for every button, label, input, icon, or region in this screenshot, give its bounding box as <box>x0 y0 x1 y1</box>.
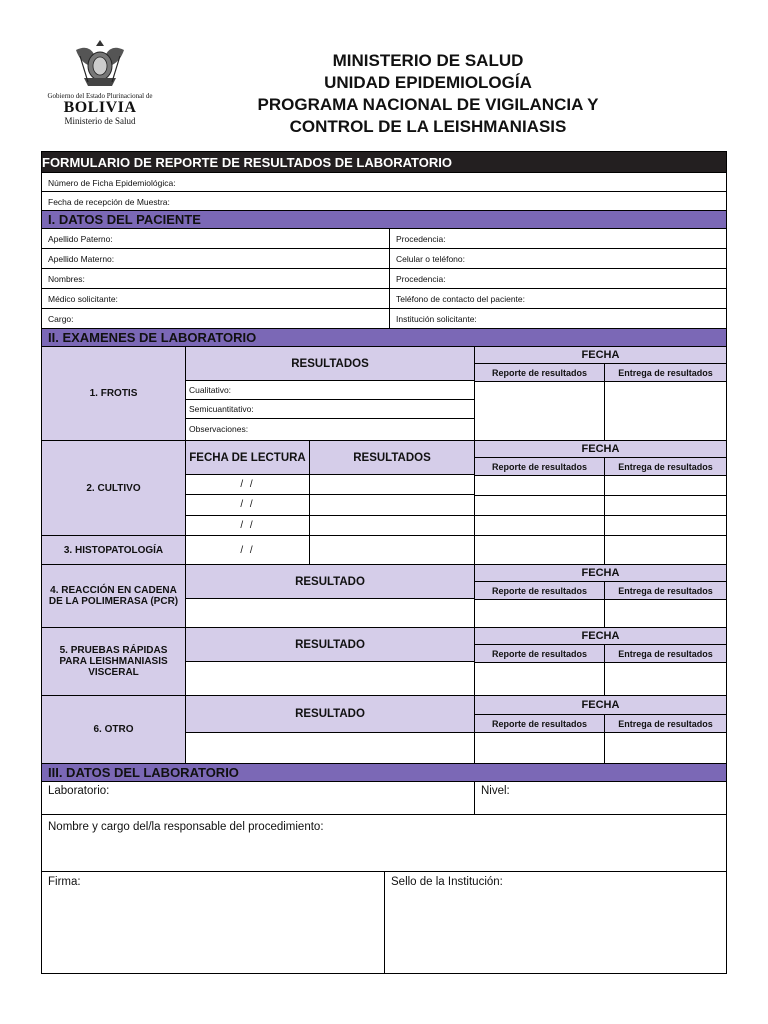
ministry-logo <box>38 36 162 136</box>
exam-frotis <box>42 347 726 441</box>
cultivo-result-1[interactable] <box>310 475 474 495</box>
rapidas-result-cell[interactable] <box>186 662 474 695</box>
document-titles <box>213 50 643 138</box>
otro-fecha-header: FECHA <box>475 696 726 715</box>
cultivo-result-2[interactable] <box>310 495 474 515</box>
section-lab-exams: II. EXAMENES DE LABORATORIO <box>42 329 726 347</box>
cultivo-entrega-2[interactable] <box>605 496 726 515</box>
coat-of-arms-icon <box>70 36 130 90</box>
cultivo-entrega-3[interactable] <box>605 516 726 535</box>
cultivo-entrega-1[interactable] <box>605 476 726 495</box>
cultivo-reporte-3[interactable] <box>475 516 605 535</box>
pcr-fecha-header: FECHA <box>475 565 726 582</box>
exam-otro-label: 6. OTRO <box>42 696 186 763</box>
exam-cultivo <box>42 441 726 536</box>
pcr-entrega-header: Entrega de resultados <box>618 585 713 596</box>
field-nivel[interactable]: Nivel: <box>481 785 510 797</box>
frotis-entrega-header: Entrega de resultados <box>618 367 713 378</box>
form-title: FORMULARIO DE REPORTE DE RESULTADOS DE LABORATORIO <box>42 152 726 173</box>
exam-frotis-label: 1. FROTIS <box>42 347 186 440</box>
title-line-1: MINISTERIO DE SALUD <box>332 51 524 70</box>
frotis-semicuantitativo[interactable]: Semicuantitativo: <box>186 400 474 419</box>
cultivo-fecha-lectura-header: FECHA DE LECTURA <box>186 441 309 475</box>
histo-entrega[interactable] <box>605 536 726 564</box>
otro-result-cell[interactable] <box>186 733 474 763</box>
field-medico[interactable]: Médico solicitante: <box>42 289 390 308</box>
field-cargo[interactable]: Cargo: <box>42 309 390 328</box>
field-sample-reception-date[interactable]: Fecha de recepción de Muestra: <box>48 196 170 207</box>
frotis-cualitativo[interactable]: Cualitativo: <box>186 381 474 400</box>
lab-report-form <box>41 151 727 974</box>
pcr-reporte-cell[interactable] <box>475 600 605 627</box>
cultivo-date-2[interactable]: / / <box>186 495 309 515</box>
field-sello[interactable]: Sello de la Institución: <box>391 876 503 888</box>
title-line-3: PROGRAMA NACIONAL DE VIGILANCIA Y <box>257 95 599 114</box>
logo-country-text: BOLIVIA <box>63 99 137 116</box>
rapidas-reporte-header: Reporte de resultados <box>475 645 605 662</box>
section-patient-data: I. DATOS DEL PACIENTE <box>42 211 726 229</box>
otro-reporte-header: Reporte de resultados <box>475 715 605 732</box>
otro-result-header: RESULTADO <box>186 696 474 733</box>
exam-pcr-label: 4. REACCIÓN EN CADENA DE LA POLIMERASA (PCR) <box>42 565 186 627</box>
cultivo-results-header: RESULTADOS <box>310 441 474 475</box>
pcr-result-header: RESULTADO <box>186 565 474 599</box>
histo-result[interactable] <box>310 536 475 564</box>
otro-reporte-cell[interactable] <box>475 733 605 763</box>
field-telefono-paciente[interactable]: Teléfono de contacto del paciente: <box>396 293 526 304</box>
cultivo-reporte-2[interactable] <box>475 496 605 515</box>
exam-pruebas-rapidas <box>42 628 726 696</box>
cultivo-reporte-1[interactable] <box>475 476 605 495</box>
pcr-reporte-header: Reporte de resultados <box>475 582 605 599</box>
logo-government-text: Gobierno del Estado Plurinacional de <box>47 92 153 100</box>
field-institucion[interactable]: Institución solicitante: <box>396 313 477 324</box>
exam-histopatologia <box>42 536 726 565</box>
exam-histo-label: 3. HISTOPATOLOGÍA <box>42 536 186 564</box>
rapidas-result-header: RESULTADO <box>186 628 474 662</box>
cultivo-date-1[interactable]: / / <box>186 475 309 495</box>
frotis-results-header: RESULTADOS <box>186 347 474 381</box>
rapidas-entrega-cell[interactable] <box>605 663 726 695</box>
field-nombres[interactable]: Nombres: <box>42 269 390 288</box>
field-firma[interactable]: Firma: <box>42 872 385 973</box>
field-procedencia-1[interactable]: Procedencia: <box>396 233 446 244</box>
frotis-entrega-cell[interactable] <box>605 382 726 440</box>
frotis-observaciones[interactable]: Observaciones: <box>189 424 249 434</box>
field-celular[interactable]: Celular o teléfono: <box>396 253 465 264</box>
field-apellido-paterno[interactable]: Apellido Paterno: <box>42 229 390 248</box>
histo-date[interactable]: / / <box>186 536 310 564</box>
exam-cultivo-label: 2. CULTIVO <box>42 441 186 535</box>
field-apellido-materno[interactable]: Apellido Materno: <box>42 249 390 268</box>
field-procedencia-2[interactable]: Procedencia: <box>396 273 446 284</box>
otro-entrega-cell[interactable] <box>605 733 726 763</box>
exam-otro <box>42 696 726 764</box>
field-laboratorio[interactable]: Laboratorio: <box>42 782 475 815</box>
title-line-4: CONTROL DE LA LEISHMANIASIS <box>289 117 567 136</box>
exam-rapidas-label: 5. PRUEBAS RÁPIDAS PARA LEISHMANIASIS VISCERAL <box>42 628 186 695</box>
frotis-fecha-header: FECHA <box>475 347 726 364</box>
histo-reporte[interactable] <box>475 536 605 564</box>
pcr-result-cell[interactable] <box>186 599 474 627</box>
rapidas-entrega-header: Entrega de resultados <box>618 648 713 659</box>
cultivo-fecha-header: FECHA <box>475 441 726 458</box>
logo-ministry-text: Ministerio de Salud <box>64 116 136 126</box>
frotis-reporte-header: Reporte de resultados <box>475 364 605 381</box>
header <box>38 36 728 146</box>
section-lab-data: III. DATOS DEL LABORATORIO <box>42 764 726 782</box>
frotis-reporte-cell[interactable] <box>475 382 605 440</box>
rapidas-reporte-cell[interactable] <box>475 663 605 695</box>
field-ficha-number[interactable]: Número de Ficha Epidemiológica: <box>48 177 176 188</box>
rapidas-fecha-header: FECHA <box>475 628 726 645</box>
exam-pcr <box>42 565 726 628</box>
cultivo-result-3[interactable] <box>310 516 474 535</box>
cultivo-entrega-header: Entrega de resultados <box>618 461 713 472</box>
field-responsable[interactable]: Nombre y cargo del/la responsable del procedimiento: <box>48 821 324 833</box>
cultivo-reporte-header: Reporte de resultados <box>475 458 605 475</box>
pcr-entrega-cell[interactable] <box>605 600 726 627</box>
title-line-2: UNIDAD EPIDEMIOLOGÍA <box>324 73 532 92</box>
cultivo-date-3[interactable]: / / <box>240 519 255 531</box>
otro-entrega-header: Entrega de resultados <box>618 718 713 729</box>
